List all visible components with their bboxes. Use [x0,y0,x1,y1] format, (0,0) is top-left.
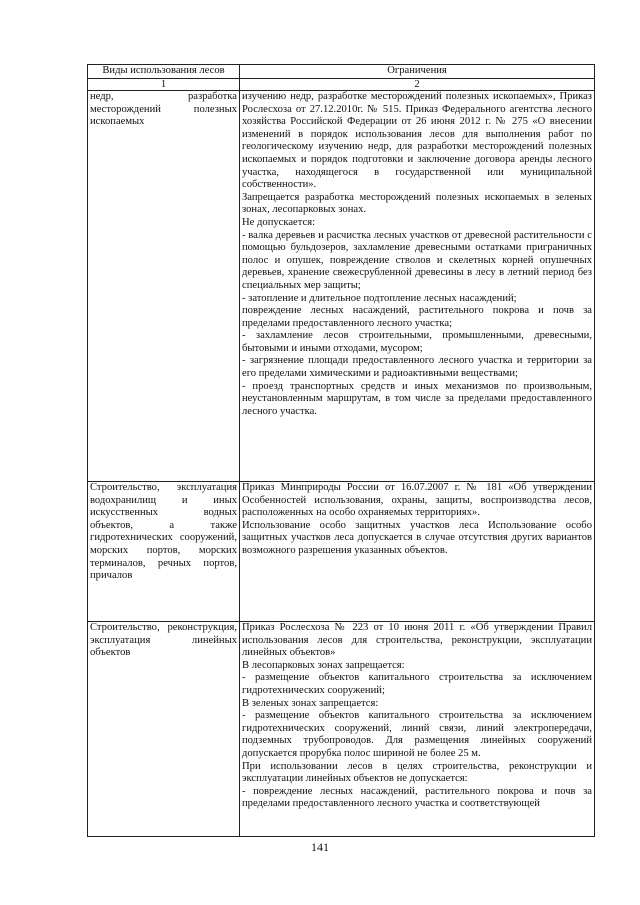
header-restrictions: Ограничения [240,65,595,79]
limits-paragraph: - валка деревьев и расчистка лесных участков от древесной растительности с помощью бульдозеров, захламление древесными остатками приграничных полос и опушек, повреждение стволов и скелетных корней опушечных деревьев, хранение свежесрубленной древесины в лесу в летний период без специальных мер защиты; [242,229,592,291]
limits-paragraph: - повреждение лесных насаждений, растительного покрова и почв за пределами предоставленного лесного участка и соответствующей [242,785,592,810]
limits-cell [240,482,595,622]
limits-paragraph: - размещение объектов капитального строительства за исключением гидротехнических сооружений; [242,672,592,696]
limits-paragraph: - захламление лесов строительными, промышленными, древесными, бытовыми и иными отходами, мусором; [242,330,592,354]
table-row [88,622,595,837]
limits-paragraph: Использование особо защитных участков леса Использование особо защитных участков леса допускается в случае отсутствия других вариантов возможного разрешения указанных объектов. [242,519,592,556]
column-number-2: 2 [240,79,595,91]
limits-paragraph: - проезд транспортных средств и иных механизмов по произвольным, неустановленным маршрутам, в том числе за пределами предоставленного лесного участка. [242,380,592,417]
table-row [88,482,595,622]
restrictions-table [87,64,595,837]
limits-paragraph: Приказ Рослесхоза № 223 от 10 июня 2011 г. «Об утверждении Правил использования лесов для строительства, реконструкции, эксплуатации линейных объектов» [242,622,592,659]
limits-paragraph: - затопление и длительное подтопление лесных насаждений; [242,292,517,304]
table-row [88,91,595,482]
limits-paragraph: Приказ Минприроды России от 16.07.2007 г. № 181 «Об утверждении Особенностей использования, охраны, защиты, воспроизводства лесов, расположенных на особо охраняемых территориях». [242,482,592,519]
limits-paragraph: - загрязнение площади предоставленного лесного участка и территории за его пределами химическими и радиоактивными веществами; [242,355,592,380]
use-cell: Строительство, эксплуатация водохранилищ и иных искусственных водных объектов, а также гидротехнических сооружений, морских портов, морских терминалов, речных портов, причалов [88,482,240,622]
use-cell: недр, разработка месторождений полезных ископаемых [88,91,240,482]
use-cell: Строительство, реконструкция, эксплуатация линейных объектов [88,622,240,837]
limits-paragraph: В лесопарковых зонах запрещается: [242,659,405,671]
limits-cell [240,622,595,837]
header-forest-uses: Виды использования лесов [88,65,240,79]
column-number-1: 1 [88,79,240,91]
limits-paragraph: - размещение объектов капитального строительства за исключением гидротехнических сооружений, линий связи, линий электропередачи, подземных трубопроводов. Для размещения линейных сооружений допускается прорубка полос шириной не более 25 м. [242,710,592,759]
limits-paragraph: Не допускается: [242,216,316,228]
limits-cell [240,91,595,482]
table-header-row [88,65,595,79]
column-number-row [88,79,595,91]
limits-paragraph: Запрещается разработка месторождений полезных ископаемых в зеленых зонах, лесопарковых зонах. [242,191,592,216]
limits-paragraph: изучению недр, разработке месторождений полезных ископаемых», Приказ Рослесхоза от 27.12.2010г. № 515. Приказ Федерального агентства лесного хозяйства Российской Федерации от 26 июня 2012 г. № 275 «О внесении изменений в порядок использования лесов для выполнения работ по геологическому изучению недр, для разработки месторождений полезных ископаемых и порядок подготовки и заключение договора аренды лесного участка, находящегося в государственной или муниципальной собственности». [242,91,592,191]
limits-paragraph: При использовании лесов в целях строительства, реконструкции и эксплуатации линейных объектов не допускается: [242,760,592,785]
limits-paragraph: повреждение лесных насаждений, растительного покрова и почв за пределами предоставленного лесного участка; [242,305,592,329]
limits-paragraph: В зеленых зонах запрещается: [242,697,379,709]
page-number: 141 [311,840,329,854]
